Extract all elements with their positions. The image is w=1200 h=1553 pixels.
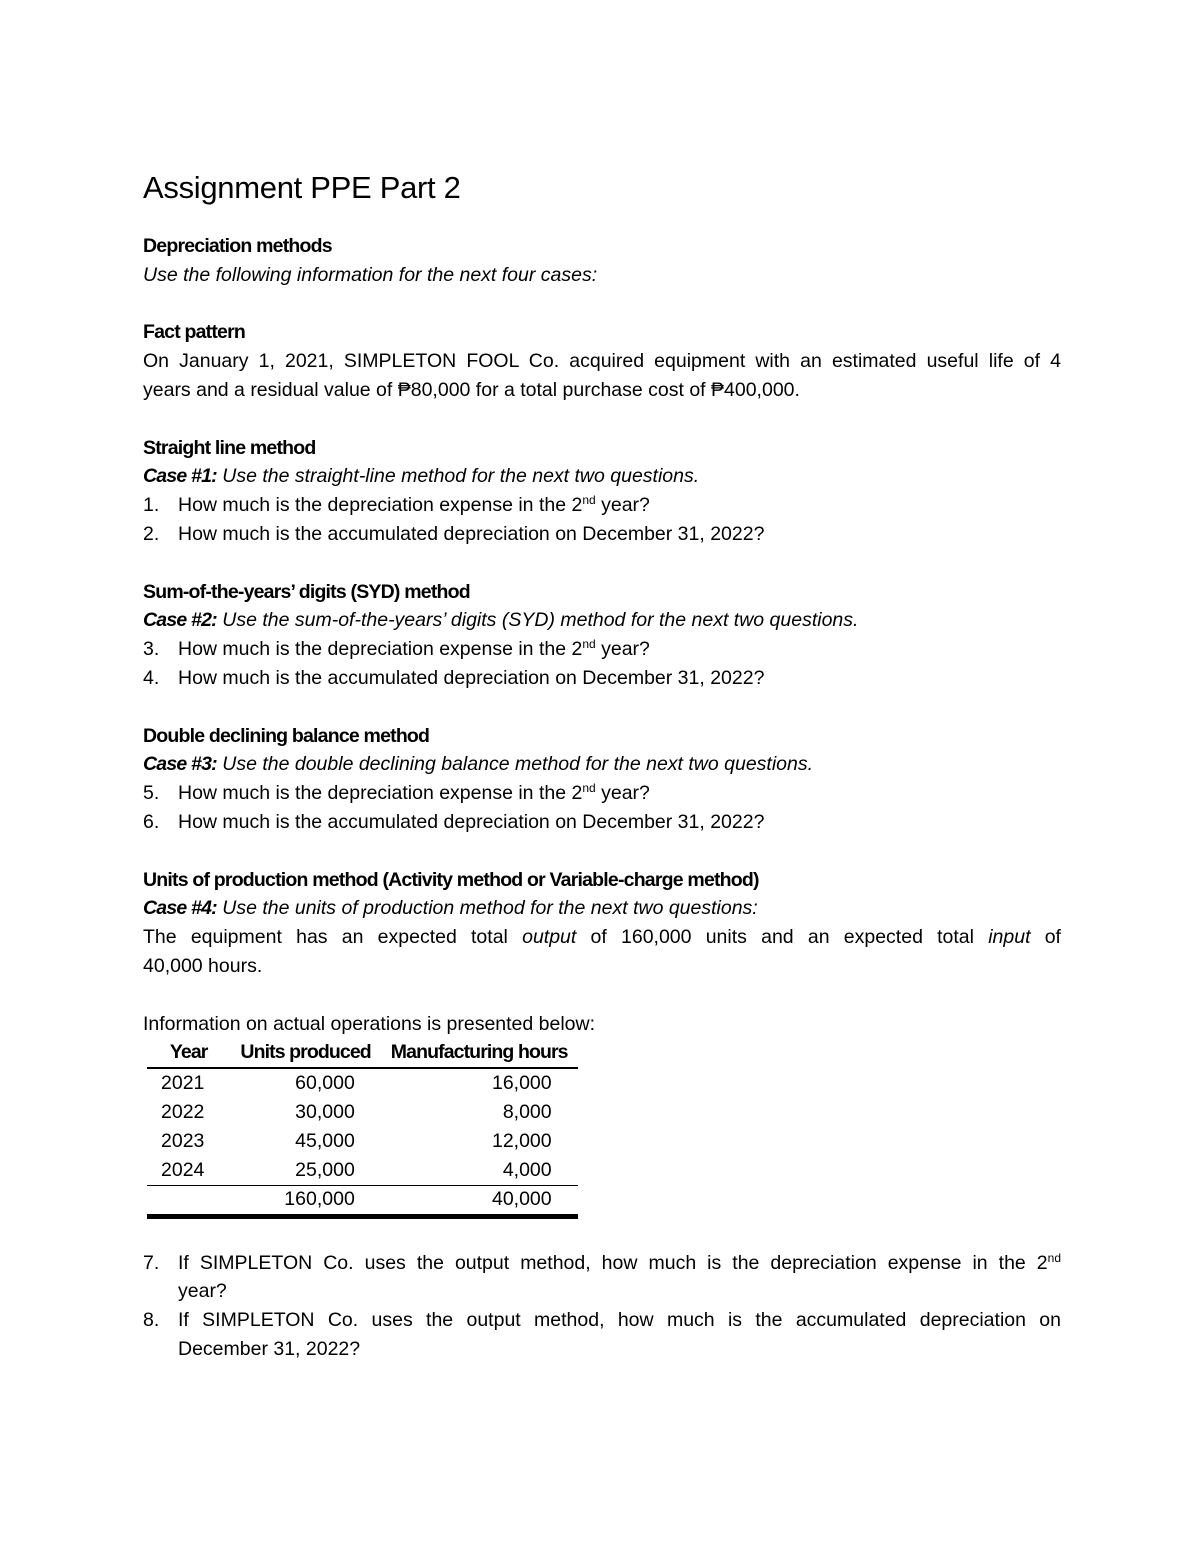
cell-year: 2023 (161, 1129, 205, 1152)
question-1 (143, 491, 1061, 520)
section-straight-line (143, 434, 1061, 549)
question-text-end: year? (595, 638, 650, 661)
cell-units: 25,000 (295, 1158, 355, 1181)
cell-hours: 12,000 (491, 1129, 552, 1152)
question-7-continued (143, 1277, 1061, 1306)
case-label: Case #4: (143, 897, 217, 920)
operations-table (147, 1038, 578, 1218)
question-number: 5. (143, 782, 160, 805)
case-text: Use the straight-line method for the next two questions. (216, 465, 700, 488)
case-label: Case #1: (143, 465, 217, 488)
table-row (147, 1098, 578, 1127)
case-line (143, 462, 1061, 491)
section-heading: Straight line method (143, 436, 316, 459)
case-text: Use the double declining balance method for the next two questions. (216, 753, 814, 776)
question-number: 8. (143, 1309, 160, 1332)
intro-instruction: Use the following information for the next four cases: (143, 263, 598, 286)
section-units-of-production (143, 866, 1061, 1364)
table-row (147, 1156, 578, 1185)
superscript: nd (582, 637, 596, 652)
question-text: How much is the depreciation expense in the 2 (178, 494, 583, 517)
header-manufacturing-hours: Manufacturing hours (381, 1038, 578, 1068)
cell-hours: 8,000 (502, 1101, 552, 1123)
case-text: Use the sum-of-the-years’ digits (SYD) method for the next two questions. (216, 609, 859, 632)
cell-total-units: 160,000 (230, 1185, 380, 1216)
section-heading: Units of production method (Activity method or Variable-charge method) (143, 868, 759, 891)
question-8 (143, 1306, 1061, 1335)
question-text: How much is the accumulated depreciation on December 31, 2022? (178, 810, 765, 833)
question-number: 6. (143, 810, 160, 833)
para-part-e: of (1030, 926, 1061, 949)
section-heading: Double declining balance method (143, 724, 430, 747)
question-number: 4. (143, 666, 160, 689)
case-label: Case #2: (143, 609, 217, 632)
section-heading: Sum-of-the-years’ digits (SYD) method (143, 580, 470, 603)
question-text: How much is the depreciation expense in the 2 (178, 638, 583, 661)
cell-hours: 16,000 (491, 1072, 552, 1095)
question-number: 1. (143, 494, 160, 517)
case-line (143, 894, 1061, 923)
question-text: How much is the accumulated depreciation on December 31, 2022? (178, 522, 765, 545)
question-6 (143, 808, 1061, 837)
fact-pattern-heading: Fact pattern (143, 321, 246, 344)
question-8-continued (143, 1335, 1061, 1364)
cell-total-label (147, 1185, 230, 1216)
superscript: nd (1047, 1250, 1061, 1265)
info-line: Information on actual operations is presented below: (143, 1012, 596, 1035)
question-text: How much is the accumulated depreciation on December 31, 2022? (178, 666, 765, 689)
cell-year: 2024 (161, 1158, 205, 1181)
question-text: If SIMPLETON Co. uses the output method, how much is the accumulated depreciation on (178, 1309, 1061, 1332)
question-number: 7. (143, 1251, 160, 1274)
table-row (147, 1068, 578, 1098)
page-title: Assignment PPE Part 2 (143, 170, 461, 205)
question-text: If SIMPLETON Co. uses the output method, how much is the depreciation expense in the 2 (178, 1251, 1048, 1274)
fact-pattern-line-2: years and a residual value of ₱80,000 for a total purchase cost of ₱400,000. (143, 378, 800, 401)
question-2 (143, 520, 1061, 549)
cell-units: 60,000 (295, 1072, 355, 1095)
cell-units: 45,000 (295, 1129, 355, 1152)
question-number: 2. (143, 522, 160, 545)
intro-heading: Depreciation methods (143, 235, 332, 257)
header-year: Year (147, 1038, 230, 1068)
case-line (143, 606, 1061, 635)
cell-hours: 4,000 (502, 1158, 552, 1181)
document-page (143, 160, 1061, 1364)
superscript: nd (582, 493, 596, 508)
case-line (143, 750, 1061, 779)
expected-input-line: 40,000 hours. (143, 954, 263, 977)
cell-year: 2021 (161, 1072, 205, 1095)
para-input: input (988, 926, 1031, 949)
case-label: Case #3: (143, 753, 217, 776)
para-part-c: of 160,000 units and an expected total (576, 926, 989, 949)
para-part-a: The equipment has an expected total (143, 926, 523, 949)
fact-pattern-line-1: On January 1, 2021, SIMPLETON FOOL Co. acquired equipment with an estimated useful life of 4 (143, 350, 1061, 373)
section-ddb (143, 722, 1061, 837)
question-text: How much is the depreciation expense in the 2 (178, 782, 583, 805)
question-text-end: year? (595, 782, 650, 805)
superscript: nd (582, 781, 596, 796)
question-number: 3. (143, 638, 160, 661)
table-row (147, 1127, 578, 1156)
question-4 (143, 664, 1061, 693)
case-text: Use the units of production method for the next two questions: (216, 897, 758, 920)
question-5 (143, 779, 1061, 808)
header-units-produced: Units produced (230, 1038, 380, 1068)
table-total-row (147, 1185, 578, 1216)
cell-total-hours: 40,000 (381, 1185, 578, 1216)
question-3 (143, 635, 1061, 664)
question-text-continued: December 31, 2022? (178, 1337, 361, 1360)
section-syd (143, 578, 1061, 693)
question-text-end: year? (595, 494, 650, 517)
expected-output-line (143, 923, 1061, 952)
para-output: output (522, 926, 577, 949)
cell-year: 2022 (161, 1101, 205, 1123)
table-header-row (147, 1038, 578, 1068)
cell-units: 30,000 (295, 1101, 355, 1123)
question-7 (143, 1249, 1061, 1278)
question-text-continued: year? (178, 1280, 227, 1303)
